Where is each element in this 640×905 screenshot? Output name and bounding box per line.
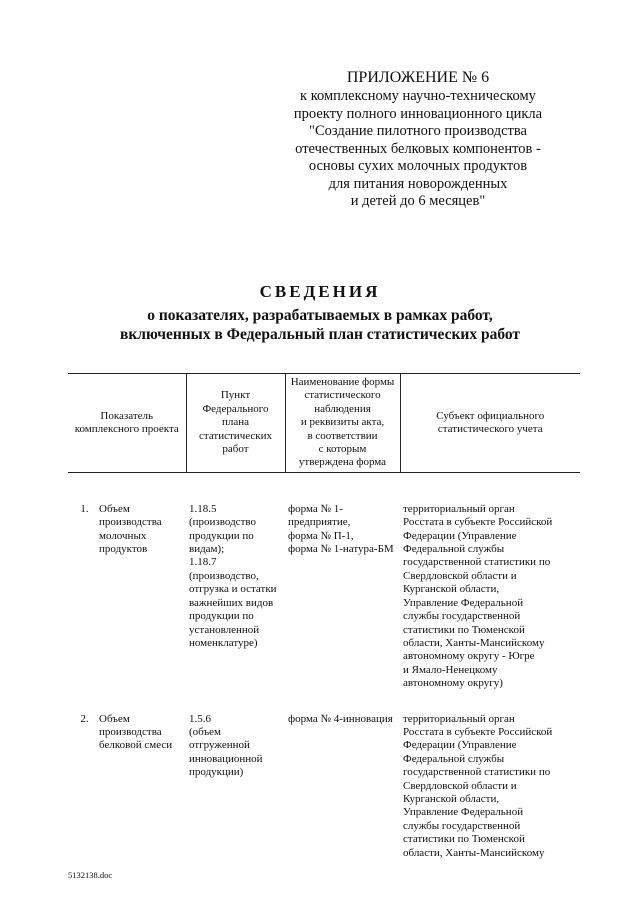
document-subtitle	[60, 306, 580, 344]
subtitle-line: о показателях, разрабатываемых в рамках работ,	[147, 307, 493, 324]
indicators-table	[68, 373, 580, 860]
cell-subject: территориальный орган Росстата в субъекте Российской Федерации (Управление Федеральной службы государственной статистики по Свердловской области и Курганской области, Управление Федеральной службы государственной статистики по Тюменской области, Ханты-Мансийскому	[403, 712, 553, 859]
cell-form: форма № 1- предприятие, форма № П-1, форма № 1-натура-БМ	[288, 502, 394, 556]
table-row	[68, 503, 580, 691]
appendix-line: и детей до 6 месяцев"	[350, 193, 486, 209]
row-number: 1.	[80, 502, 89, 515]
appendix-block	[268, 68, 568, 211]
cell-plan-item: 1.5.6 (объем отгруженной инновационной продукции)	[189, 712, 263, 779]
table-row	[68, 713, 580, 860]
appendix-line: отечественных белковых компонентов -	[295, 140, 541, 157]
appendix-title: ПРИЛОЖЕНИЕ № 6	[346, 69, 490, 86]
cell-form: форма № 4-инновация	[288, 712, 393, 725]
cell-plan-item: 1.18.5 (производство продукции по видам); 1.18.7 (производство, отгрузка и остатки важнейших видов продукции по установленной номенклатуре)	[189, 502, 277, 649]
cell-indicator: Объем производства белковой смеси	[99, 712, 173, 752]
appendix-line: для питания новорожденных	[328, 175, 508, 192]
header-form: Наименование формы статистического наблюдения и реквизиты акта, в соответствии с которым утверждена форма	[285, 374, 400, 473]
table-header-row	[68, 374, 580, 473]
cell-subject: территориальный орган Росстата в субъекте Российской Федерации (Управление Федеральной службы государственной статистики по Свердловской области и Курганской области, Управление Федеральной службы государственной статистики по Тюменской области, Ханты-Мансийскому автономному округу - Югре и Ямало-Ненецкому автономному округу)	[403, 502, 553, 690]
header-subject: Субъект официального статистического учета	[400, 374, 580, 473]
header-plan-item: Пункт Федерального плана статистических работ	[186, 374, 285, 473]
cell-indicator: Объем производства молочных продуктов	[99, 502, 162, 556]
appendix-line: проекту полного инновационного цикла	[293, 105, 543, 122]
file-name-footer: 5132138.doc	[68, 870, 113, 880]
document-title: СВЕДЕНИЯ	[259, 282, 381, 301]
header-indicator: Показатель комплексного проекта	[68, 374, 186, 473]
subtitle-line: включенных в Федеральный план статистических работ	[119, 326, 521, 343]
appendix-line: к комплексному научно-техническому	[300, 88, 536, 104]
appendix-line: основы сухих молочных продуктов	[308, 158, 528, 174]
row-number: 2.	[80, 712, 89, 725]
appendix-line: "Создание пилотного производства	[309, 123, 527, 139]
